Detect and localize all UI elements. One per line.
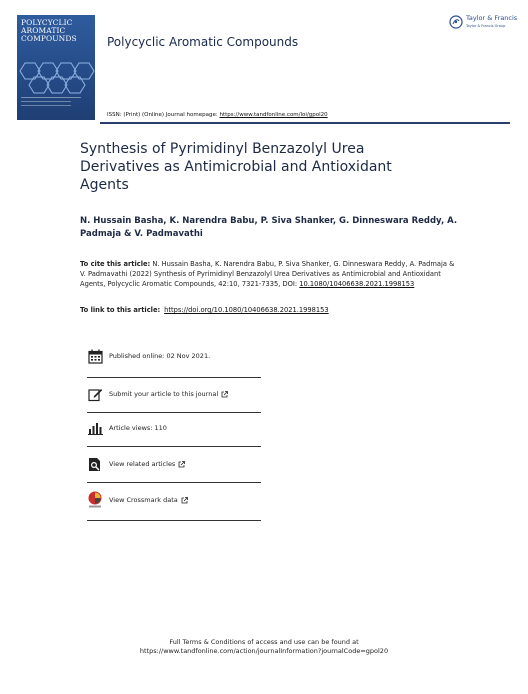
journal-name[interactable]: Polycyclic Aromatic Compounds	[107, 35, 299, 49]
crossmark-icon	[87, 492, 103, 508]
journal-cover-image	[17, 15, 95, 120]
crossmark-label: View Crossmark data	[109, 496, 178, 504]
issn-line	[107, 112, 328, 118]
published-row	[87, 342, 261, 370]
header-rule	[100, 122, 510, 124]
external-link-icon	[221, 391, 228, 398]
footer-terms-text: Full Terms & Conditions of access and use can be found at	[169, 638, 359, 646]
footer	[0, 638, 528, 656]
cover-title: POLYCYCLIC AROMATIC COMPOUNDS	[21, 18, 77, 43]
submit-article-row[interactable]	[87, 380, 261, 408]
cite-doi-link[interactable]: 10.1080/10406638.2021.1998153	[299, 280, 415, 288]
submit-article-link[interactable]	[109, 390, 228, 398]
citation-block	[80, 259, 460, 289]
publisher-name: Taylor & Francis	[466, 14, 518, 22]
divider	[87, 482, 261, 483]
related-articles-label: View related articles	[109, 460, 176, 468]
link-label: To link to this article:	[80, 306, 161, 314]
divider	[87, 412, 261, 413]
divider	[87, 377, 261, 378]
divider	[87, 520, 261, 521]
document-search-icon	[87, 456, 103, 472]
link-to-article	[80, 306, 329, 314]
bar-chart-icon	[87, 420, 103, 436]
article-authors: N. Hussain Basha, K. Narendra Babu, P. Siva Shanker, G. Dinneswara Reddy, A. Padmaja & V. Padmavathi	[80, 216, 458, 239]
related-articles-link[interactable]	[109, 460, 185, 468]
publisher-logo	[449, 14, 517, 30]
article-views-row	[87, 414, 261, 442]
cite-text: N. Hussain Basha, K. Narendra Babu, P. Siva Shanker, G. Dinneswara Reddy, A. Padmaja & V. Padmavathi (2022) Synthesis of Pyrimidinyl Benzazolyl Urea Derivatives as Antimicrobial and Antioxidant Agents, Polycyclic Aromatic Compounds, 42:10, 7321-7335, DOI:	[80, 260, 455, 288]
related-articles-row[interactable]	[87, 450, 261, 478]
edit-icon	[87, 386, 103, 402]
article-views: Article views: 110	[109, 424, 167, 432]
article-title: Synthesis of Pyrimidinyl Benzazolyl Urea Derivatives as Antimicrobial and Antioxidant Agents	[80, 141, 392, 193]
divider	[87, 446, 261, 447]
cite-label: To cite this article:	[80, 260, 151, 268]
published-date: Published online: 02 Nov 2021.	[109, 352, 211, 360]
article-doi-link[interactable]: https://doi.org/10.1080/10406638.2021.1998153	[164, 306, 329, 314]
calendar-icon	[87, 348, 103, 364]
hexagon-pattern-icon	[17, 61, 95, 95]
cover-footer-lines	[21, 97, 81, 113]
publisher-subname: Taylor & Francis Group	[466, 24, 506, 28]
submit-article-label: Submit your article to this journal	[109, 390, 219, 398]
issn-label: ISSN: (Print) (Online) Journal homepage:	[107, 112, 220, 118]
crossmark-row[interactable]	[87, 486, 261, 514]
external-link-icon	[181, 497, 188, 504]
footer-terms-link[interactable]: https://www.tandfonline.com/action/journalInformation?journalCode=gpol20	[139, 647, 389, 655]
journal-homepage-link[interactable]: https://www.tandfonline.com/loi/gpol20	[219, 112, 328, 118]
crossmark-link[interactable]	[109, 496, 188, 504]
external-link-icon	[178, 461, 185, 468]
taylor-francis-logo-icon	[449, 15, 463, 29]
